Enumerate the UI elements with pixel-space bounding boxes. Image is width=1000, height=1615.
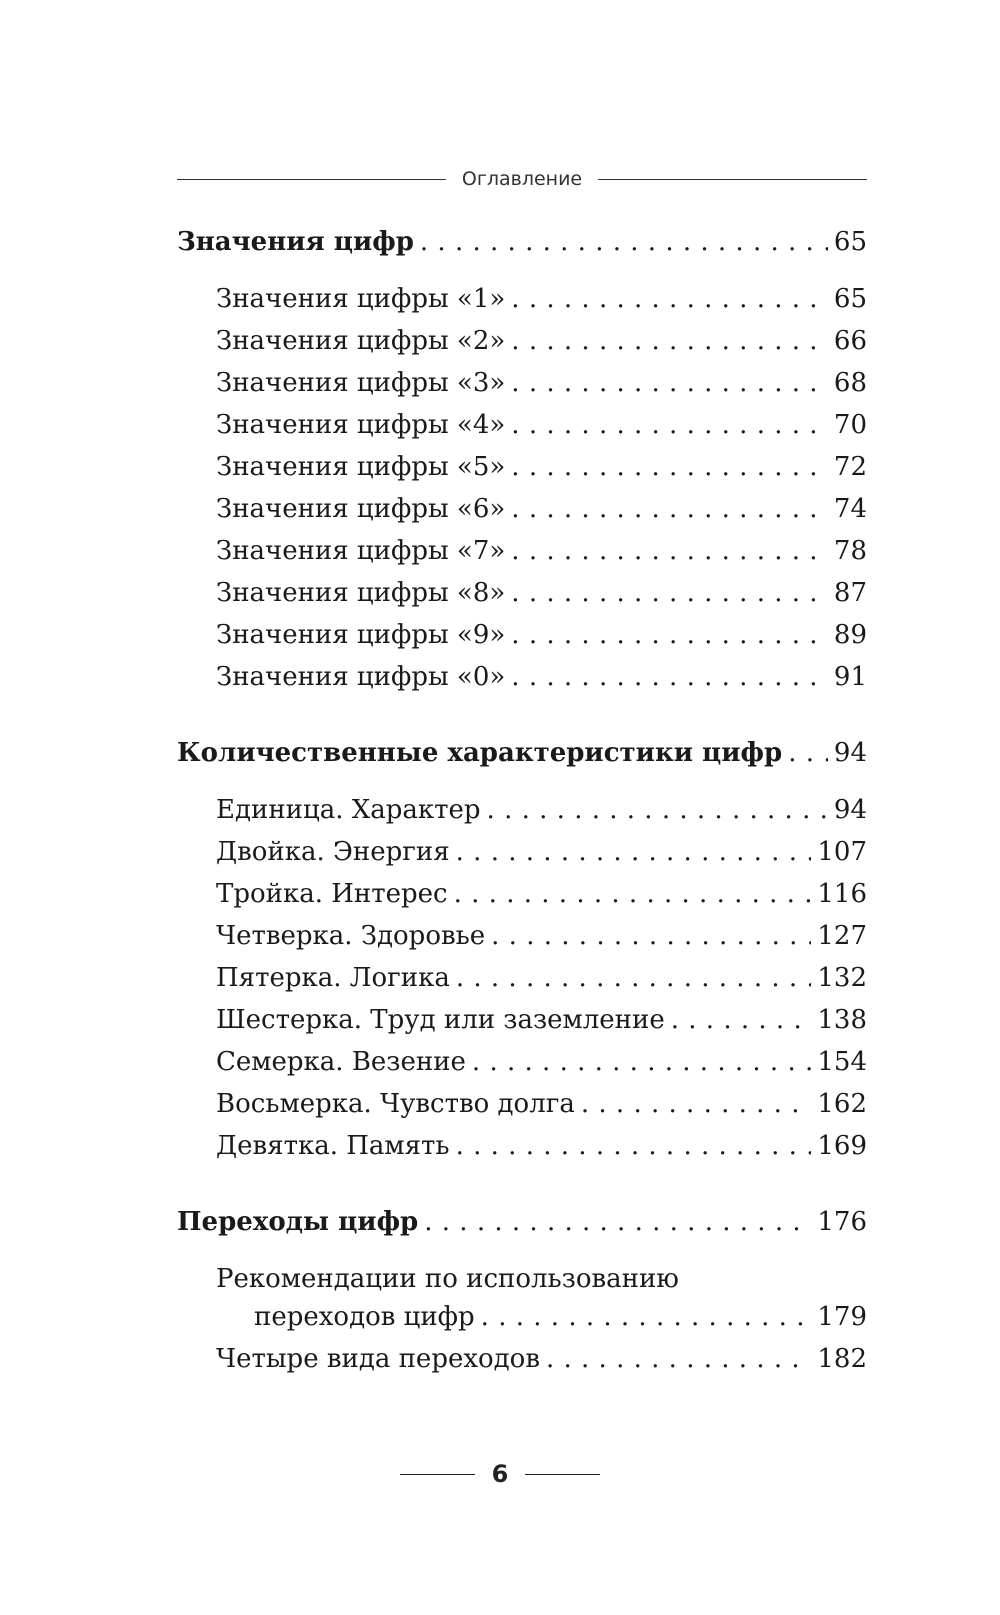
header-title: Оглавление [461, 168, 583, 190]
dot-leader [511, 322, 828, 360]
toc-item-label: Значения цифры «9» [216, 620, 506, 650]
toc-item-label: Значения цифры «5» [216, 452, 506, 482]
toc-page-number: 89 [833, 620, 867, 650]
toc-page-number: 94 [833, 795, 867, 825]
dot-leader [491, 917, 811, 955]
toc-item-label: Четверка. Здоровье [216, 921, 486, 951]
dot-leader [511, 616, 828, 654]
toc-page-number: 132 [817, 963, 867, 993]
toc-item[interactable] [216, 490, 867, 528]
toc-item-label: Двойка. Энергия [216, 837, 450, 867]
toc-item-label: переходов цифр [254, 1302, 475, 1332]
toc-item-label: Четыре вида переходов [216, 1344, 540, 1374]
dot-leader [511, 490, 828, 528]
toc-page-number: 179 [817, 1302, 867, 1332]
dot-leader [481, 1298, 812, 1336]
toc-item[interactable] [216, 1127, 867, 1165]
dot-leader [511, 532, 828, 570]
dot-leader [487, 791, 828, 829]
toc-section-entry[interactable] [177, 734, 867, 772]
toc-item[interactable] [216, 917, 867, 955]
page-footer [0, 1454, 1000, 1494]
dot-leader [424, 1203, 811, 1241]
toc-page-number: 169 [817, 1131, 867, 1161]
toc-section-title: Переходы цифр [177, 1207, 419, 1237]
toc-item[interactable] [254, 1298, 867, 1336]
toc-item[interactable] [216, 833, 867, 871]
dot-leader [671, 1001, 812, 1039]
toc-section-entry[interactable] [177, 1203, 867, 1241]
toc-page-number: 94 [833, 738, 867, 768]
dot-leader [456, 833, 812, 871]
toc-page-number: 176 [817, 1207, 867, 1237]
dot-leader [511, 364, 828, 402]
toc-section-title: Количественные характеристики цифр [177, 738, 783, 768]
dot-leader [546, 1340, 811, 1378]
toc-item[interactable] [216, 1085, 867, 1123]
toc-item[interactable] [216, 1340, 867, 1378]
dot-leader [472, 1043, 811, 1081]
toc-item[interactable] [216, 875, 867, 913]
toc-page-number: 74 [833, 494, 867, 524]
toc-page-number: 72 [833, 452, 867, 482]
dot-leader [788, 734, 828, 772]
header-rule-left [177, 179, 446, 180]
toc-page-number: 87 [833, 578, 867, 608]
toc-item[interactable] [216, 1043, 867, 1081]
toc-section-title: Значения цифр [177, 227, 414, 257]
toc-item[interactable] [216, 364, 867, 402]
toc-page-number: 70 [833, 410, 867, 440]
toc-section-entry[interactable] [177, 223, 867, 261]
toc-page-number: 91 [833, 662, 867, 692]
toc-item-label: Значения цифры «1» [216, 284, 506, 314]
toc-item[interactable] [216, 574, 867, 612]
toc-item-label: Значения цифры «4» [216, 410, 506, 440]
toc-page-number: 182 [817, 1344, 867, 1374]
toc-page-number: 138 [817, 1005, 867, 1035]
running-header [177, 164, 867, 194]
toc-item[interactable] [216, 1001, 867, 1039]
toc-page-number: 78 [833, 536, 867, 566]
toc-item-label: Тройка. Интерес [216, 879, 448, 909]
toc-item[interactable] [216, 406, 867, 444]
dot-leader [456, 959, 812, 997]
dot-leader [511, 406, 828, 444]
toc-item[interactable] [216, 959, 867, 997]
toc-item-label: Восьмерка. Чувство долга [216, 1089, 575, 1119]
toc-item-label-line1[interactable]: Рекомендации по использованию [216, 1264, 679, 1294]
toc-page-number: 127 [817, 921, 867, 951]
toc-item-label: Значения цифры «0» [216, 662, 506, 692]
toc-page-number: 68 [833, 368, 867, 398]
toc-item[interactable] [216, 532, 867, 570]
dot-leader [420, 223, 828, 261]
toc-item[interactable] [216, 791, 867, 829]
toc-item-label: Шестерка. Труд или заземление [216, 1005, 665, 1035]
footer-rule-left [400, 1474, 475, 1475]
toc-item-label: Семерка. Везение [216, 1047, 466, 1077]
dot-leader [511, 448, 828, 486]
dot-leader [581, 1085, 812, 1123]
toc-page-number: 162 [817, 1089, 867, 1119]
toc-item[interactable] [216, 616, 867, 654]
toc-item[interactable] [216, 448, 867, 486]
toc-page-number: 107 [817, 837, 867, 867]
toc-page-number: 66 [833, 326, 867, 356]
toc-item-label: Значения цифры «2» [216, 326, 506, 356]
dot-leader [511, 574, 828, 612]
toc-item-label: Единица. Характер [216, 795, 481, 825]
toc-item[interactable] [216, 280, 867, 318]
toc-item-label: Значения цифры «8» [216, 578, 506, 608]
toc-item[interactable] [216, 322, 867, 360]
dot-leader [454, 875, 812, 913]
dot-leader [456, 1127, 812, 1165]
toc-item-label: Значения цифры «3» [216, 368, 506, 398]
toc-page-number: 65 [833, 227, 867, 257]
dot-leader [511, 280, 828, 318]
page-number: 6 [491, 1460, 509, 1488]
header-rule-right [598, 179, 867, 180]
toc-item-label: Значения цифры «7» [216, 536, 506, 566]
toc-item-label: Девятка. Память [216, 1131, 450, 1161]
toc-page-number: 116 [817, 879, 867, 909]
footer-rule-right [525, 1474, 600, 1475]
toc-item[interactable] [216, 658, 867, 696]
dot-leader [511, 658, 828, 696]
toc-item-label: Значения цифры «6» [216, 494, 506, 524]
toc-item-label: Пятерка. Логика [216, 963, 450, 993]
toc-page-number: 154 [817, 1047, 867, 1077]
toc-page-number: 65 [833, 284, 867, 314]
